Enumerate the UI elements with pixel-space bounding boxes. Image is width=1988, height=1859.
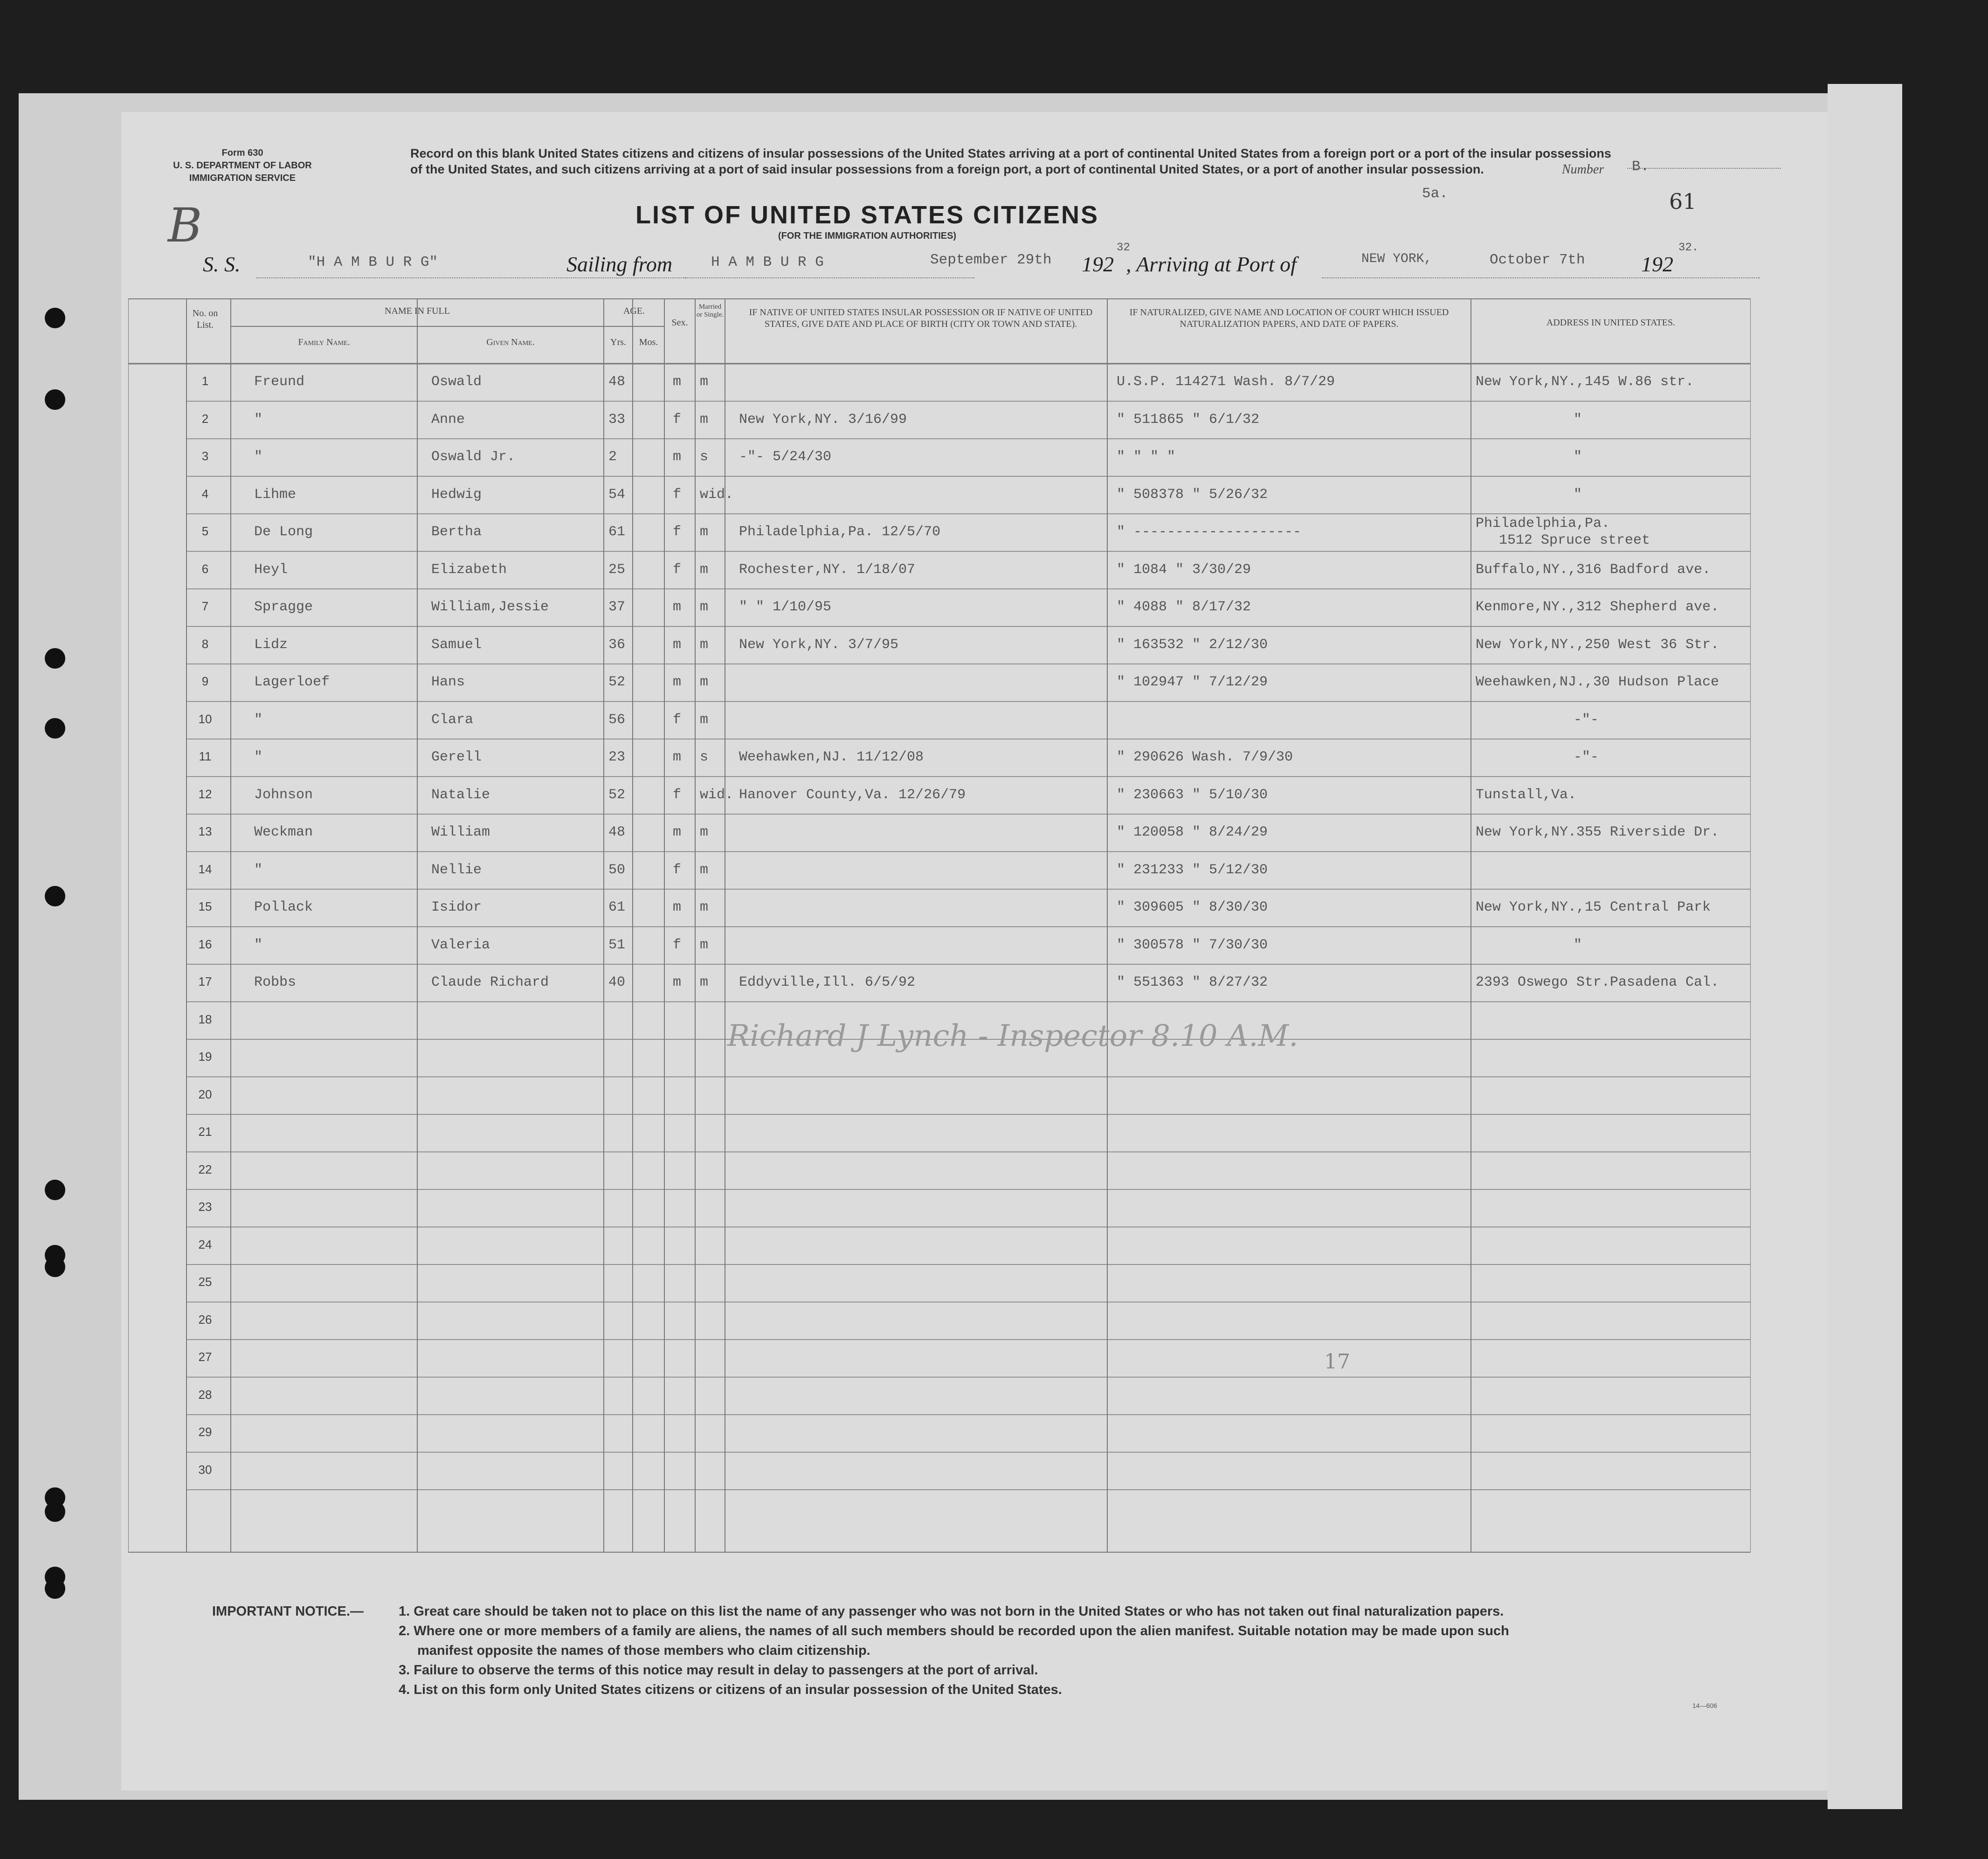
- form-header: [159, 147, 326, 185]
- sex: f: [673, 712, 682, 728]
- given-name: Oswald Jr.: [431, 449, 516, 465]
- naturalization-details: U.S.P. 114271 Wash. 8/7/29: [1117, 374, 1335, 390]
- row-number: 20: [198, 1087, 212, 1101]
- number-value: B.: [1632, 159, 1650, 175]
- naturalization-details: " 120058 " 8/24/29: [1117, 824, 1268, 840]
- punch-hole: [45, 1257, 65, 1277]
- sex: f: [673, 524, 682, 540]
- row-number: 6: [201, 561, 209, 576]
- col-header-given: Given Name.: [486, 337, 535, 347]
- sex: m: [673, 674, 682, 690]
- address: Kenmore,NY.,312 Shepherd ave.: [1476, 599, 1719, 615]
- row-number: 9: [201, 674, 209, 688]
- marital-status: m: [700, 674, 709, 690]
- address: Philadelphia,Pa.: [1476, 516, 1610, 532]
- edge-sheet: [1828, 84, 1902, 1809]
- age-years: 61: [608, 899, 626, 915]
- col-header-name: NAME IN FULL: [385, 306, 450, 316]
- naturalization-details: " 1084 " 3/30/29: [1117, 561, 1251, 578]
- marital-status: m: [700, 974, 709, 990]
- naturalization-details: " 4088 " 8/17/32: [1117, 599, 1251, 615]
- marital-status: m: [700, 636, 709, 653]
- page-subtitle: (FOR THE IMMIGRATION AUTHORITIES): [778, 231, 957, 241]
- row-number: 19: [198, 1050, 212, 1064]
- sex: m: [673, 636, 682, 653]
- family-name: Spragge: [254, 599, 313, 615]
- year-prefix-1: 192: [1082, 252, 1114, 276]
- sailing-line: [685, 277, 974, 278]
- given-name: Samuel: [431, 636, 482, 653]
- address: ": [1574, 449, 1582, 465]
- age-years: 25: [608, 561, 626, 578]
- address: Tunstall,Va.: [1476, 787, 1577, 803]
- address: -"-: [1574, 749, 1599, 765]
- row-number: 22: [198, 1162, 212, 1176]
- marital-status: wid.: [700, 486, 734, 503]
- row-number: 8: [201, 636, 209, 651]
- naturalization-details: " --------------------: [1117, 524, 1302, 540]
- notice-item: 3. Failure to observe the terms of this notice may result in delay to passengers at the port of arrival.: [399, 1663, 1038, 1678]
- row-number: 5: [201, 524, 209, 538]
- sex: m: [673, 374, 682, 390]
- birth-place-date: " " 1/10/95: [739, 599, 832, 615]
- birth-place-date: -"- 5/24/30: [739, 449, 832, 465]
- notice-items: [399, 1602, 1774, 1700]
- notice-heading: IMPORTANT NOTICE.—: [212, 1604, 364, 1619]
- age-years: 50: [608, 862, 626, 878]
- address: ": [1574, 411, 1582, 428]
- sex: m: [673, 449, 682, 465]
- birth-place-date: Philadelphia,Pa. 12/5/70: [739, 524, 941, 540]
- row-number: 4: [201, 486, 209, 501]
- sex: f: [673, 561, 682, 578]
- department: U. S. DEPARTMENT OF LABOR: [173, 160, 312, 171]
- address: ": [1574, 486, 1582, 503]
- punch-hole: [45, 648, 65, 669]
- given-name: Hans: [431, 674, 465, 690]
- address-line-2: 1512 Spruce street: [1499, 532, 1650, 548]
- row-number: 10: [198, 712, 212, 726]
- address: Buffalo,NY.,316 Badford ave.: [1476, 561, 1711, 578]
- address: New York,NY.,250 West 36 Str.: [1476, 636, 1719, 653]
- family-name: ": [254, 411, 263, 428]
- given-name: Anne: [431, 411, 465, 428]
- year-suffix-1: 32: [1117, 242, 1130, 254]
- marital-status: m: [700, 599, 709, 615]
- address: Weehawken,NJ.,30 Hudson Place: [1476, 674, 1719, 690]
- given-name: William,Jessie: [431, 599, 549, 615]
- naturalization-details: " 309605 " 8/30/30: [1117, 899, 1268, 915]
- marital-status: m: [700, 712, 709, 728]
- sex: m: [673, 824, 682, 840]
- row-number: 25: [198, 1275, 212, 1289]
- given-name: Gerell: [431, 749, 482, 765]
- age-years: 51: [608, 937, 626, 953]
- col-header-sex: Sex.: [671, 318, 688, 328]
- naturalization-details: " 511865 " 6/1/32: [1117, 411, 1260, 428]
- family-name: Lihme: [254, 486, 297, 503]
- family-name: ": [254, 749, 263, 765]
- punch-hole: [45, 1578, 65, 1599]
- sex: m: [673, 749, 682, 765]
- family-name: Weckman: [254, 824, 313, 840]
- birth-place-date: New York,NY. 3/7/95: [739, 636, 899, 653]
- marital-status: m: [700, 937, 709, 953]
- count-mark: 17: [1324, 1350, 1350, 1374]
- sex: m: [673, 899, 682, 915]
- naturalization-details: " 230663 " 5/10/30: [1117, 787, 1268, 803]
- row-number: 21: [198, 1125, 212, 1139]
- punch-hole: [45, 886, 65, 906]
- sex: f: [673, 787, 682, 803]
- col-header-birth: IF NATIVE OF UNITED STATES INSULAR POSSESSION OR IF NATIVE OF UNITED STATES, GIVE DATE AND PLACE OF BIRTH (CITY OR TOWN AND STATE).: [749, 307, 1093, 329]
- row-number: 26: [198, 1312, 212, 1327]
- form-number: Form 630: [221, 148, 263, 158]
- number-line: [1627, 168, 1781, 169]
- family-name: ": [254, 862, 263, 878]
- sex: m: [673, 599, 682, 615]
- family-name: ": [254, 449, 263, 465]
- marital-status: m: [700, 374, 709, 390]
- row-number: 28: [198, 1387, 212, 1402]
- row-number: 23: [198, 1200, 212, 1214]
- punch-hole: [45, 718, 65, 739]
- address: New York,NY.355 Riverside Dr.: [1476, 824, 1719, 840]
- row-number: 7: [201, 599, 209, 613]
- year-prefix-2: 192: [1641, 252, 1673, 276]
- naturalization-details: " 163532 " 2/12/30: [1117, 636, 1268, 653]
- row-number: 15: [198, 899, 212, 913]
- naturalization-details: " 300578 " 7/30/30: [1117, 937, 1268, 953]
- year-suffix-2: 32.: [1678, 242, 1699, 254]
- sex: f: [673, 411, 682, 428]
- row-number: 14: [198, 862, 212, 876]
- sheet-code: 5a.: [1422, 186, 1448, 202]
- col-header-naturalized: IF NATURALIZED, GIVE NAME AND LOCATION OF COURT WHICH ISSUED NATURALIZATION PAPERS, AND DATE OF PAPERS.: [1129, 307, 1449, 329]
- row-number: 3: [201, 449, 209, 463]
- address: 2393 Oswego Str.Pasadena Cal.: [1476, 974, 1719, 990]
- marital-status: m: [700, 899, 709, 915]
- given-name: Bertha: [431, 524, 482, 540]
- age-years: 40: [608, 974, 626, 990]
- row-number: 17: [198, 974, 212, 988]
- family-name: Pollack: [254, 899, 313, 915]
- sex: f: [673, 862, 682, 878]
- given-name: Claude Richard: [431, 974, 549, 990]
- age-years: 52: [608, 787, 626, 803]
- record-instructions: Record on this blank United States citizens and citizens of insular possessions of the United States arriving at a port of continental United States from a foreign port or a port of the insular possessions of the United States, and such citizens arriving at a port of said insular possessions from a foreign port, a port of continental United States, or a port of another insular possession.: [410, 146, 1611, 176]
- marital-status: m: [700, 824, 709, 840]
- age-years: 2: [608, 449, 617, 465]
- notice-item: 2. Where one or more members of a family are aliens, the names of all such members should be recorded upon the alien manifest. Suitable notation may be made upon such: [399, 1624, 1509, 1638]
- birth-place-date: Weehawken,NJ. 11/12/08: [739, 749, 924, 765]
- given-name: Isidor: [431, 899, 482, 915]
- notice-item: 1. Great care should be taken not to place on this list the name of any passenger who was not born in the United States or who has not taken out final naturalization papers.: [399, 1604, 1504, 1619]
- naturalization-details: " 231233 " 5/12/30: [1117, 862, 1268, 878]
- given-name: Nellie: [431, 862, 482, 878]
- page-number: 61: [1669, 189, 1697, 214]
- inspector-signature: Richard J Lynch - Inspector 8.10 A.M.: [727, 1019, 1298, 1053]
- row-number: 16: [198, 937, 212, 951]
- row-number: 12: [198, 787, 212, 801]
- row-number: 18: [198, 1012, 212, 1026]
- sailing-label: Sailing from: [566, 252, 673, 276]
- sex: f: [673, 486, 682, 503]
- row-number: 30: [198, 1462, 212, 1477]
- row-number: 24: [198, 1237, 212, 1251]
- given-name: Valeria: [431, 937, 490, 953]
- col-header-no: No. on List.: [192, 308, 218, 330]
- row-number: 2: [201, 411, 209, 426]
- age-years: 52: [608, 674, 626, 690]
- notice-item: manifest opposite the names of those members who claim citizenship.: [417, 1643, 870, 1658]
- number-label: Number: [1562, 162, 1604, 177]
- sex: m: [673, 974, 682, 990]
- sex: f: [673, 937, 682, 953]
- age-years: 23: [608, 749, 626, 765]
- table-grid: [128, 298, 1751, 1553]
- marital-status: wid.: [700, 787, 734, 803]
- given-name: Oswald: [431, 374, 482, 390]
- naturalization-details: " " " ": [1117, 449, 1176, 465]
- family-name: Lagerloef: [254, 674, 330, 690]
- naturalization-details: " 290626 Wash. 7/9/30: [1117, 749, 1293, 765]
- row-number: 13: [198, 824, 212, 838]
- punch-hole: [45, 1180, 65, 1200]
- family-name: ": [254, 937, 263, 953]
- age-years: 48: [608, 374, 626, 390]
- row-number: 11: [199, 749, 212, 763]
- marital-status: s: [700, 749, 709, 765]
- notice-item: 4. List on this form only United States citizens or citizens of an insular possession of the United States.: [399, 1682, 1062, 1697]
- sailing-from: H A M B U R G: [711, 254, 824, 270]
- family-name: De Long: [254, 524, 313, 540]
- port-line: [1322, 277, 1760, 278]
- margin-mark: B: [168, 198, 202, 253]
- given-name: Hedwig: [431, 486, 482, 503]
- arrival-date: October 7th: [1490, 252, 1585, 268]
- print-code: 14—606: [1692, 1702, 1717, 1709]
- punch-hole: [45, 389, 65, 410]
- col-header-address: ADDRESS IN UNITED STATES.: [1546, 318, 1676, 328]
- ss-label: S. S.: [203, 252, 241, 276]
- address: New York,NY.,145 W.86 str.: [1476, 374, 1694, 390]
- birth-place-date: Hanover County,Va. 12/26/79: [739, 787, 966, 803]
- ship-name: "H A M B U R G": [308, 254, 438, 270]
- given-name: William: [431, 824, 490, 840]
- manifest-page: [121, 112, 1828, 1790]
- marital-status: m: [700, 524, 709, 540]
- given-name: Elizabeth: [431, 561, 507, 578]
- col-header-mos: Mos.: [639, 337, 658, 347]
- given-name: Natalie: [431, 787, 490, 803]
- age-years: 61: [608, 524, 626, 540]
- row-number: 29: [198, 1425, 212, 1439]
- age-years: 48: [608, 824, 626, 840]
- punch-hole: [45, 308, 65, 328]
- birth-place-date: Eddyville,Ill. 6/5/92: [739, 974, 916, 990]
- ship-line: [256, 277, 685, 278]
- naturalization-details: " 551363 " 8/27/32: [1117, 974, 1268, 990]
- age-years: 36: [608, 636, 626, 653]
- service: IMMIGRATION SERVICE: [189, 173, 296, 183]
- page-title: LIST OF UNITED STATES CITIZENS: [635, 201, 1099, 229]
- age-years: 54: [608, 486, 626, 503]
- arrival-port: NEW YORK,: [1361, 252, 1432, 266]
- marital-status: m: [700, 862, 709, 878]
- punch-hole: [45, 1501, 65, 1522]
- sailing-date: September 29th: [930, 252, 1052, 268]
- row-number: 1: [201, 374, 209, 388]
- marital-status: m: [700, 561, 709, 578]
- marital-status: m: [700, 411, 709, 428]
- naturalization-details: " 508378 " 5/26/32: [1117, 486, 1268, 503]
- naturalization-details: " 102947 " 7/12/29: [1117, 674, 1268, 690]
- birth-place-date: New York,NY. 3/16/99: [739, 411, 907, 428]
- col-header-age: AGE.: [623, 306, 645, 316]
- row-number: 27: [198, 1350, 212, 1364]
- family-name: Heyl: [254, 561, 288, 578]
- family-name: ": [254, 712, 263, 728]
- col-header-family: Family Name.: [298, 337, 350, 347]
- manifest-table: [128, 298, 1751, 1553]
- birth-place-date: Rochester,NY. 1/18/07: [739, 561, 916, 578]
- age-years: 56: [608, 712, 626, 728]
- family-name: Johnson: [254, 787, 313, 803]
- col-header-yrs: Yrs.: [610, 337, 626, 347]
- marital-status: s: [700, 449, 709, 465]
- age-years: 33: [608, 411, 626, 428]
- col-header-married: Married or Single.: [696, 303, 724, 318]
- family-name: Freund: [254, 374, 305, 390]
- family-name: Lidz: [254, 636, 288, 653]
- given-name: Clara: [431, 712, 474, 728]
- address: New York,NY.,15 Central Park: [1476, 899, 1711, 915]
- arriving-label: , Arriving at Port of: [1126, 252, 1297, 276]
- family-name: Robbs: [254, 974, 297, 990]
- address: -"-: [1574, 712, 1599, 728]
- age-years: 37: [608, 599, 626, 615]
- address: ": [1574, 937, 1582, 953]
